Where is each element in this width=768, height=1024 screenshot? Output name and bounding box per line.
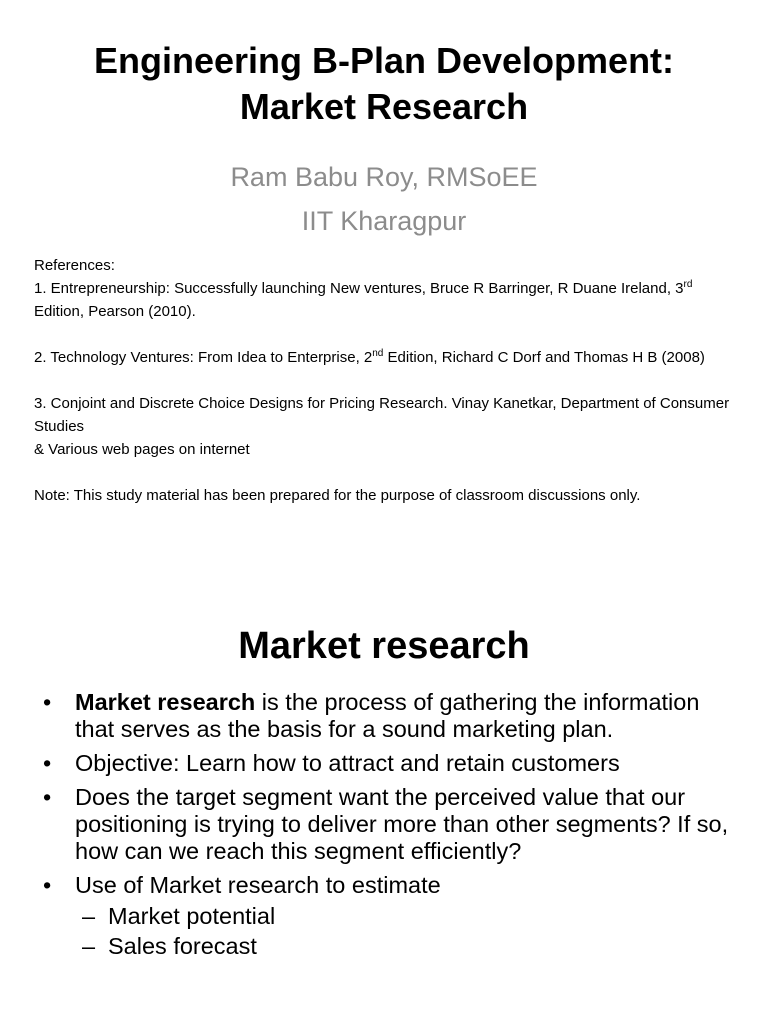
sub-bullet-2-text: Sales forecast (108, 933, 257, 959)
study-note: Note: This study material has been prepared for the purpose of classroom discussions only. (34, 487, 641, 504)
bullet-4-text: Use of Market research to estimate (75, 872, 441, 898)
institute-name: IIT Kharagpur (301, 206, 467, 236)
reference-2 (34, 346, 744, 369)
bullet-glyph: • (43, 750, 52, 776)
bullet-glyph: • (43, 784, 52, 810)
reference-1-sup: rd (683, 279, 693, 290)
reference-3: 3. Conjoint and Discrete Choice Designs for Pricing Research. Vinay Kanetkar, Department of Consumer Studies (34, 395, 730, 435)
bullet-1-text: is the process of gathering the information that serves as the basis for a sound marketing plan. (75, 689, 700, 742)
bullet-item (40, 689, 740, 743)
slide-title (0, 38, 768, 130)
bullet-list (40, 689, 740, 961)
reference-2-text-a: 2. Technology Ventures: From Idea to Enterprise, 2 (34, 349, 373, 366)
reference-1 (34, 277, 744, 323)
reference-1-text-a: 1. Entrepreneurship: Successfully launching New ventures, Bruce R Barringer, R Duane Ireland, 3 (34, 280, 684, 297)
title-line-1: Engineering B-Plan Development: (93, 40, 675, 81)
bullet-1-bold: Market research (75, 689, 256, 715)
reference-2-sup: nd (372, 348, 384, 359)
bullet-item (40, 872, 740, 899)
bullet-3-text: Does the target segment want the perceived value that our positioning is trying to deliver more than other segments? If so, how can we reach this segment efficiently? (75, 784, 729, 864)
dash-glyph: – (82, 903, 96, 929)
author-name: Ram Babu Roy, RMSoEE (230, 162, 538, 192)
market-research-slide (0, 576, 768, 1024)
bullet-2-text: Objective: Learn how to attract and retain customers (75, 750, 620, 776)
sub-bullet-1-text: Market potential (108, 903, 276, 929)
dash-glyph: – (82, 933, 96, 959)
sub-bullet-item (40, 931, 740, 961)
references-heading: References: (34, 257, 115, 274)
bullet-glyph: • (43, 689, 52, 715)
title-line-2: Market Research (239, 86, 529, 127)
references-block (34, 254, 744, 507)
reference-3-extra: & Various web pages on internet (34, 441, 250, 458)
bullet-glyph: • (43, 872, 52, 898)
reference-2-text-b: Edition, Richard C Dorf and Thomas H B (2008) (383, 349, 705, 366)
reference-1-text-b: Edition, Pearson (2010). (34, 303, 196, 320)
bullet-item (40, 784, 740, 865)
slide-2-title: Market research (238, 625, 530, 667)
sub-bullet-item (40, 901, 740, 931)
bullet-item (40, 750, 740, 777)
